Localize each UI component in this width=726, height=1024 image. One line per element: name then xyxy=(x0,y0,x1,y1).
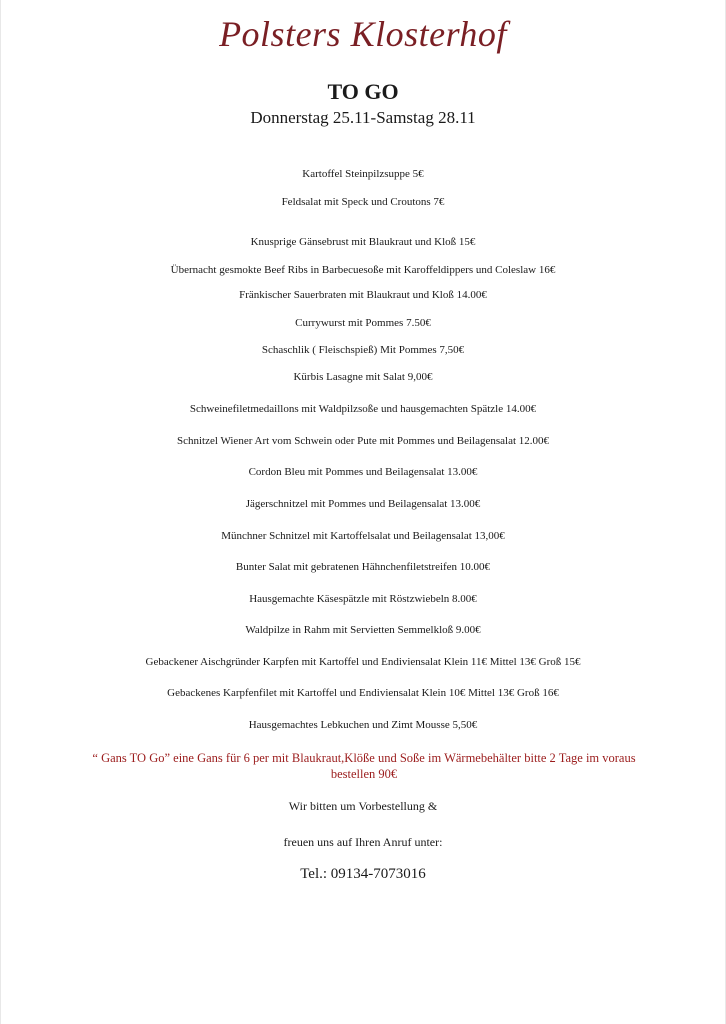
date-range: Donnerstag 25.11-Samstag 28.11 xyxy=(250,108,476,127)
brand-logo: Polsters Klosterhof xyxy=(219,14,507,54)
menu-item: Gebackenes Karpfenfilet mit Kartoffel und Endiviensalat Klein 10€ Mittel 13€ Groß 16€ xyxy=(167,687,559,699)
menu-item: Kürbis Lasagne mit Salat 9,00€ xyxy=(293,371,433,383)
menu-item: Schaschlik ( Fleischspieß) Mit Pommes 7,50€ xyxy=(261,344,465,356)
special-offer: “ Gans TO Go” eine Gans für 6 per mit Blaukraut,Klöße und Soße im Wärmebehälter bitte 2 Tage im voraus bestellen 90€ xyxy=(92,751,636,781)
menu-item: Hausgemachtes Lebkuchen und Zimt Mousse 5,50€ xyxy=(248,719,478,731)
menu-item: Übernacht gesmokte Beef Ribs in Barbecuesoße mit Karoffeldippers und Coleslaw 16€ xyxy=(170,264,556,276)
footer-preorder-note: Wir bitten um Vorbestellung & xyxy=(288,799,438,813)
footer-call-note: freuen uns auf Ihren Anruf unter: xyxy=(283,835,443,849)
menu-item: Jägerschnitzel mit Pommes und Beilagensalat 13.00€ xyxy=(245,498,481,510)
menu-item: Bunter Salat mit gebratenen Hähnchenfiletstreifen 10.00€ xyxy=(235,561,491,573)
menu-item: Gebackener Aischgründer Karpfen mit Kartoffel und Endiviensalat Klein 11€ Mittel 13€ Groß 15€ xyxy=(145,656,581,668)
menu-item: Feldsalat mit Speck und Croutons 7€ xyxy=(281,196,445,208)
menu-item: Schnitzel Wiener Art vom Schwein oder Pute mit Pommes und Beilagensalat 12.00€ xyxy=(176,435,550,447)
menu-item: Cordon Bleu mit Pommes und Beilagensalat 13.00€ xyxy=(248,466,478,478)
menu-item: Schweinefiletmedaillons mit Waldpilzsoße und hausgemachten Spätzle 14.00€ xyxy=(189,403,537,415)
page-title: TO GO xyxy=(327,79,399,104)
menu-item: Kartoffel Steinpilzsuppe 5€ xyxy=(302,168,424,180)
phone-number: Tel.: 09134-7073016 xyxy=(300,866,426,882)
menu-item: Knusprige Gänsebrust mit Blaukraut und Kloß 15€ xyxy=(250,236,476,248)
menu-item: Currywurst mit Pommes 7.50€ xyxy=(295,317,431,329)
menu-item: Fränkischer Sauerbraten mit Blaukraut und Kloß 14.00€ xyxy=(239,289,487,301)
menu-item: Münchner Schnitzel mit Kartoffelsalat und Beilagensalat 13,00€ xyxy=(221,530,505,542)
menu-item: Waldpilze in Rahm mit Servietten Semmelkloß 9.00€ xyxy=(245,624,481,636)
menu-item: Hausgemachte Käsespätzle mit Röstzwiebeln 8.00€ xyxy=(249,593,477,605)
